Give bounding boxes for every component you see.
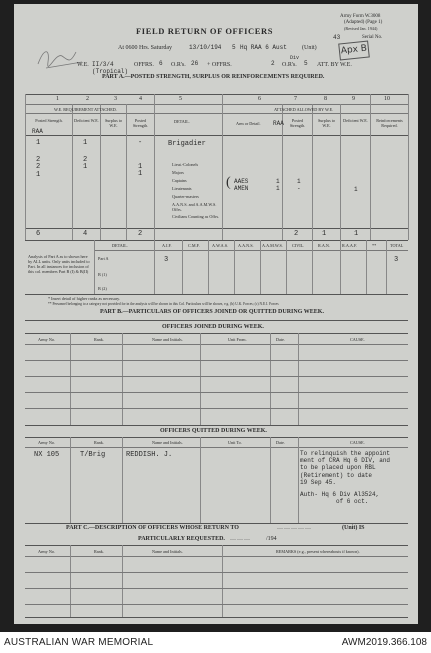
analysis-bottom-line (25, 294, 408, 295)
ors-value: 26 (191, 60, 199, 67)
cause-line-7: Auth- Hq 6 Div Al3524, (300, 491, 380, 499)
analysis-hdr-aans: A.A.N.S. (238, 243, 254, 248)
arm-values (234, 178, 248, 192)
quitted-hdr-unit-to: Unit To. (228, 440, 242, 445)
col-num-8: 8 (324, 96, 327, 102)
col2-values (83, 140, 87, 172)
footnote-1: * Insert detail of higher ranks as necessary. (48, 296, 121, 301)
total-col9: 1 (354, 230, 359, 238)
joined-row-line (25, 408, 408, 409)
rank-aans: A.A.N.S. and A.A.M.W.S. Offrs. (172, 202, 217, 212)
col2-captains: 1 (83, 163, 88, 172)
footnote-2: ** Personnel belonging to a category not provided for in the analysis will be shown in this Col. Particulars will be shown, e.g. (b) U.K. Forces; (c) N.E.I. Forces (48, 302, 279, 306)
part-c-date-blank: ……… (230, 536, 251, 542)
joined-hdr-cause: CAUSE. (350, 337, 365, 342)
col8-values (297, 178, 301, 192)
col-num-9: 9 (352, 96, 355, 102)
analysis-vline (260, 240, 261, 294)
analysis-vline (234, 240, 235, 294)
col1-lieutenants: 1 (36, 170, 41, 179)
table-a-vline (222, 94, 223, 240)
hdr-reinforcements: Reinforcements Required. (376, 118, 403, 128)
table-a-vline (312, 104, 313, 240)
col-num-7: 7 (294, 96, 297, 102)
col1-brigadier: 1 (36, 139, 41, 147)
plus-offrs-value: 2 (271, 60, 275, 67)
analysis-hdr-aamws: A.A.M.W.S. (262, 243, 283, 248)
cause-line-3: to be placed upon RBL (300, 464, 376, 472)
joined-row-line (25, 392, 408, 393)
col-num-3: 3 (114, 96, 117, 102)
part-c-title-2: PARTICULARLY REQUESTED. (138, 536, 225, 542)
joined-vline (200, 333, 201, 425)
quitted-hdr-date: Date. (276, 440, 285, 445)
hdr-detail: DETAIL. (174, 119, 190, 124)
total-col8: 1 (322, 230, 327, 238)
analysis-vline (94, 240, 95, 294)
serial-value: 43 (333, 34, 341, 41)
quitted-hdr-name: Name and Initials. (152, 440, 183, 445)
museum-footer (0, 632, 431, 653)
col-num-2: 2 (86, 96, 89, 102)
at-date: 13/10/194 (189, 44, 222, 51)
army-form-label: Army Form W.3008 (340, 14, 381, 19)
joined-title-line (25, 333, 408, 334)
quitted-hdr-army-no: Army No. (38, 440, 55, 445)
quitted-vline (122, 437, 123, 523)
part-c-vline (122, 545, 123, 617)
table-a-group-line (25, 104, 408, 105)
we-label: W.E. (77, 62, 89, 68)
analysis-hdr-awas: A.W.A.S. (212, 243, 229, 248)
footer-right-label: AWM2019.366.108 (341, 637, 427, 648)
table-a-vline (100, 104, 101, 240)
brace-icon: ( (226, 175, 231, 190)
offrs-value: 6 (159, 60, 163, 67)
plus-ors-value: 5 (304, 60, 308, 67)
quitted-cause (300, 450, 390, 505)
quitted-hdr-cause: CAUSE. (350, 440, 365, 445)
quitted-title: OFFICERS QUITTED DURING WEEK. (160, 428, 267, 434)
analysis-vline (182, 240, 183, 294)
form-title: FIELD RETURN OF OFFICERS (136, 26, 274, 36)
hdr-posted-strength-2: Posted Strength. (132, 118, 149, 128)
analysis-hdr-cmf: C.M.F. (188, 243, 200, 248)
att-group-label: ATTACHED ALLOWED BY W.E. (274, 107, 334, 112)
analysis-row-part-a: Part A (98, 256, 109, 261)
analysis-vline (312, 240, 313, 294)
analysis-vline (340, 240, 341, 294)
col-num-4: 4 (139, 96, 142, 102)
joined-vline (270, 333, 271, 425)
rank-lieutenants: Lieutenants (172, 186, 192, 191)
col4-lieutenants: 1 (138, 170, 143, 179)
we-value: II/3/4 (92, 61, 114, 68)
part-c-header-top (25, 545, 408, 546)
table-a-vline (25, 94, 26, 240)
table-a-vline (340, 104, 341, 240)
analysis-vline (154, 240, 155, 294)
col1-captains: 2 (36, 163, 41, 172)
we-group-label: W.E. REQUIREMENT ATTACHED. (54, 107, 117, 112)
arm-aaes: AAES (234, 178, 249, 185)
joined-vline (298, 333, 299, 425)
table-a-vline (154, 94, 155, 240)
table-a-top-line (25, 94, 408, 95)
col2-majors: 2 (83, 156, 88, 165)
joined-header-line (25, 344, 408, 345)
col2-brigadier: 1 (83, 139, 88, 147)
quitted-title-line (25, 437, 408, 438)
unit-div: Div (290, 55, 300, 61)
part-c-title-1: PART C.—DESCRIPTION OF OFFICERS WHOSE RETURN TO (66, 525, 239, 531)
quitted-vline (200, 437, 201, 523)
analysis-hdr-other: ** (372, 243, 377, 248)
analysis-vline (366, 240, 367, 294)
col1-majors: 2 (36, 156, 41, 165)
col1-values (36, 140, 40, 179)
total-col4: 2 (138, 230, 143, 238)
joined-hdr-army-no: Army No. (38, 337, 55, 342)
cause-line-4: (Retirement) to date (300, 471, 373, 479)
col4-captains: 1 (138, 163, 143, 172)
analysis-total-value: 3 (394, 256, 399, 264)
joined-vline (122, 333, 123, 425)
appendix-stamp: Apx B (338, 40, 370, 60)
col-num-1: 1 (56, 96, 59, 102)
footer-left-label: AUSTRALIAN WAR MEMORIAL (4, 637, 154, 648)
part-c-date-year: /194 (266, 536, 277, 542)
analysis-vline (208, 240, 209, 294)
col4-values (138, 140, 142, 179)
analysis-note: Analysis of Part A as to shown here by ALL units. Only units included to Part. In all instances for inclusion of this col. members Part B (I) & B(II) (28, 254, 90, 274)
analysis-aif-value: 3 (164, 256, 169, 264)
analysis-hdr-total: TOTAL (390, 243, 404, 248)
quitted-rank: T/Brig (80, 451, 106, 459)
joined-top-line (25, 320, 408, 321)
part-c-hdr-name: Name and Initials. (152, 549, 183, 554)
analysis-hdr-detail: DETAIL. (112, 243, 128, 248)
plus-offrs-label: + OFFRS. (207, 62, 232, 68)
hdr-posted-strength: Posted Strength. (35, 118, 63, 123)
col-num-6: 6 (258, 96, 261, 102)
offrs-label: OFFRS. (134, 62, 154, 68)
quitted-army-no: NX 105 (34, 451, 60, 459)
joined-hdr-unit-from: Unit From. (228, 337, 247, 342)
cause-line-1: To relinquish the appoint (300, 450, 391, 457)
form-paper (14, 4, 418, 624)
quitted-name: REDDISH. J. (126, 451, 173, 459)
part-c-header-line (25, 556, 408, 557)
rank-brigadier: Brigadier (168, 140, 206, 148)
part-b-title: PART B.—PARTICULARS OF OFFICERS JOINED OR QUITTED DURING WEEK. (100, 309, 324, 315)
hdr-arm-value: RAA (273, 120, 284, 127)
arm-amen: AMEN (234, 185, 249, 193)
table-a-totals-top (25, 228, 408, 229)
quitted-header-line (25, 447, 408, 448)
part-c-unit-label: (Unit) IS (342, 525, 365, 531)
col-num-5: 5 (179, 96, 182, 102)
analysis-hdr-aif: A.I.F. (162, 243, 172, 248)
arm-raa-handwritten: RAA (32, 128, 43, 135)
table-a-vline (126, 104, 127, 240)
army-form-revised: (Revised Jan. 1944) (344, 26, 378, 31)
joined-row-line (25, 360, 408, 361)
analysis-hdr-raaf: R.A.A.F. (342, 243, 358, 248)
part-c-hdr-army-no: Army No. (38, 549, 55, 554)
part-c-top-line (25, 523, 408, 524)
total-col2: 4 (83, 230, 88, 238)
analysis-hdr-ran: R.A.N. (318, 243, 330, 248)
at-year: 5 (232, 44, 236, 51)
att-by-we: ATT. BY W.E. (317, 62, 352, 68)
ors-label-2: O.R's. (282, 62, 297, 68)
ors-label: O.R's. (171, 62, 186, 68)
quitted-vline (298, 437, 299, 523)
col-num-10: 10 (384, 96, 390, 102)
table-a-subhead-line (25, 113, 408, 114)
quitted-hdr-rank: Rank. (94, 440, 104, 445)
rank-captains: Captains (172, 178, 187, 183)
hdr-deficient-2: Deficient W.E. (343, 118, 368, 123)
joined-row-line (25, 376, 408, 377)
rank-quartermasters: Quarter-masters (172, 194, 199, 199)
part-c-unit-blank: …………… (277, 525, 312, 531)
cause-line-2: ment of CRA Hq 6 DIV, and (300, 457, 391, 465)
serial-label: Serial No. (362, 35, 383, 40)
analysis-row-b2: B (2) (98, 286, 107, 291)
joined-vline (70, 333, 71, 425)
part-c-row-line (25, 604, 408, 605)
part-c-row-line (25, 588, 408, 589)
col4-brigadier: - (138, 139, 143, 147)
cause-line-5: 19 Sep 45. (300, 478, 337, 486)
col7-row2: 1 (276, 185, 280, 193)
part-c-hdr-remarks: REMARKS (e.g., present whereabouts if known). (276, 549, 360, 554)
table-a-vline (370, 94, 371, 240)
rank-lt-col: Lieut.-Colonels (172, 162, 199, 167)
part-c-row-line (25, 572, 408, 573)
analysis-vline (386, 240, 387, 294)
rank-majors: Majors (172, 170, 184, 175)
total-col1: 6 (36, 230, 41, 238)
hdr-arm-detail: Arm or Detail. (236, 121, 261, 126)
analysis-row-b1: B (1) (98, 272, 107, 277)
cause-line-8: of 6 oct. (336, 498, 369, 506)
col9-row2: 1 (354, 186, 358, 193)
hdr-posted-strength-3: Posted Strength. (289, 118, 306, 128)
joined-hdr-name: Name and Initials. (152, 337, 183, 342)
col7-row1: 1 (276, 178, 280, 185)
part-c-vline (222, 545, 223, 617)
part-a-title: PART A.—POSTED STRENGTH, SURPLUS OR REINFORCEMENTS REQUIRED. (102, 74, 325, 80)
table-a-header-bottom (25, 135, 408, 136)
part-c-bottom-line (25, 617, 408, 618)
part-c-vline (70, 545, 71, 617)
joined-hdr-rank: Rank. (94, 337, 104, 342)
hdr-deficient: Deficient W.E. (74, 118, 99, 123)
table-a-totals-bottom (25, 240, 408, 241)
part-c-hdr-rank: Rank. (94, 549, 104, 554)
tropical-label: (Tropical) (92, 68, 129, 75)
joined-title: OFFICERS JOINED DURING WEEK. (162, 324, 264, 330)
joined-hdr-date: Date. (276, 337, 285, 342)
rank-civilians: Civilians Counting as Offrs. (172, 214, 220, 219)
table-a-vline (72, 104, 73, 240)
hdr-surplus: Surplus to W.E. (104, 118, 123, 128)
col8-row2: - (297, 185, 301, 193)
analysis-header-line (94, 250, 408, 251)
hdr-surplus-2: Surplus to W.E. (317, 118, 336, 128)
quitted-vline (270, 437, 271, 523)
quitted-vline (70, 437, 71, 523)
table-a-vline (408, 94, 409, 240)
at-line-prefix: At 0600 Hrs. Saturday (118, 45, 172, 51)
army-form-adapted: (Adapted) (Page 1) (344, 20, 383, 25)
analysis-vline (286, 240, 287, 294)
quitted-top-line (25, 425, 408, 426)
total-col7: 2 (294, 230, 299, 238)
col8-row1: 1 (297, 178, 301, 185)
analysis-hdr-civil: CIVIL. (292, 243, 305, 248)
unit-name: Hq RAA 6 Aust (240, 44, 287, 51)
unit-label: (Unit) (302, 45, 317, 51)
col7-values (276, 178, 280, 192)
